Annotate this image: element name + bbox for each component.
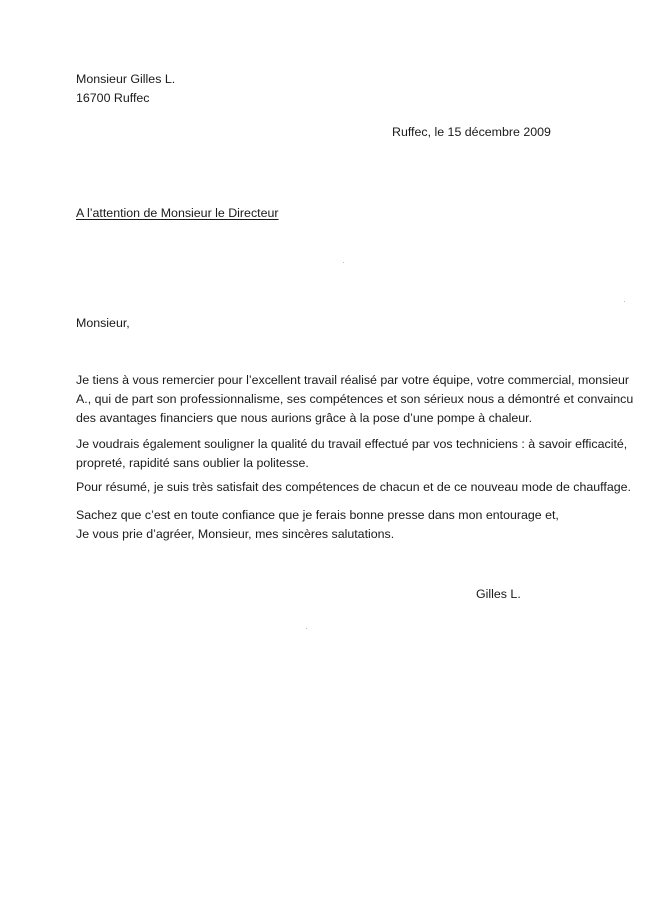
place-and-date: Ruffec, le 15 décembre 2009 xyxy=(392,125,551,139)
salutation: Monsieur, xyxy=(76,316,130,330)
paragraph-thanks xyxy=(76,371,634,428)
paragraph-line: propreté, rapidité sans oublier la politesse. xyxy=(76,456,309,470)
paragraph-line: des avantages financiers que nous aurions grâce à la pose d’une pompe à chaleur. xyxy=(76,411,533,425)
sender-name: Monsieur Gilles L. xyxy=(76,72,176,86)
scan-speck xyxy=(306,628,307,629)
scan-speck xyxy=(624,301,625,302)
signature: Gilles L. xyxy=(476,587,521,601)
paragraph-line: A., qui de part son professionnalisme, ses compétences et son sérieux nous a démontré et convaincu xyxy=(76,392,634,406)
paragraph-closing xyxy=(76,506,576,544)
paragraph-technicians xyxy=(76,435,628,473)
paragraph-line: Je tiens à vous remercier pour l’excellent travail réalisé par votre équipe, votre commercial, monsieur xyxy=(76,373,629,387)
paragraph-line: Pour résumé, je suis très satisfait des compétences de chacun et de ce nouveau mode de chauffage. xyxy=(76,480,631,494)
sender-address: 16700 Ruffec xyxy=(76,91,150,105)
paragraph-line: Je voudrais également souligner la qualité du travail effectué par vos techniciens : à savoir efficacité, xyxy=(76,437,628,451)
scan-speck xyxy=(343,262,344,263)
attention-line: A l’attention de Monsieur le Directeur xyxy=(76,206,279,220)
paragraph-line: Je vous prie d’agréer, Monsieur, mes sincères salutations. xyxy=(76,527,395,541)
paragraph-summary xyxy=(76,478,631,497)
paragraph-line: Sachez que c’est en toute confiance que je ferais bonne presse dans mon entourage et, xyxy=(76,508,559,522)
